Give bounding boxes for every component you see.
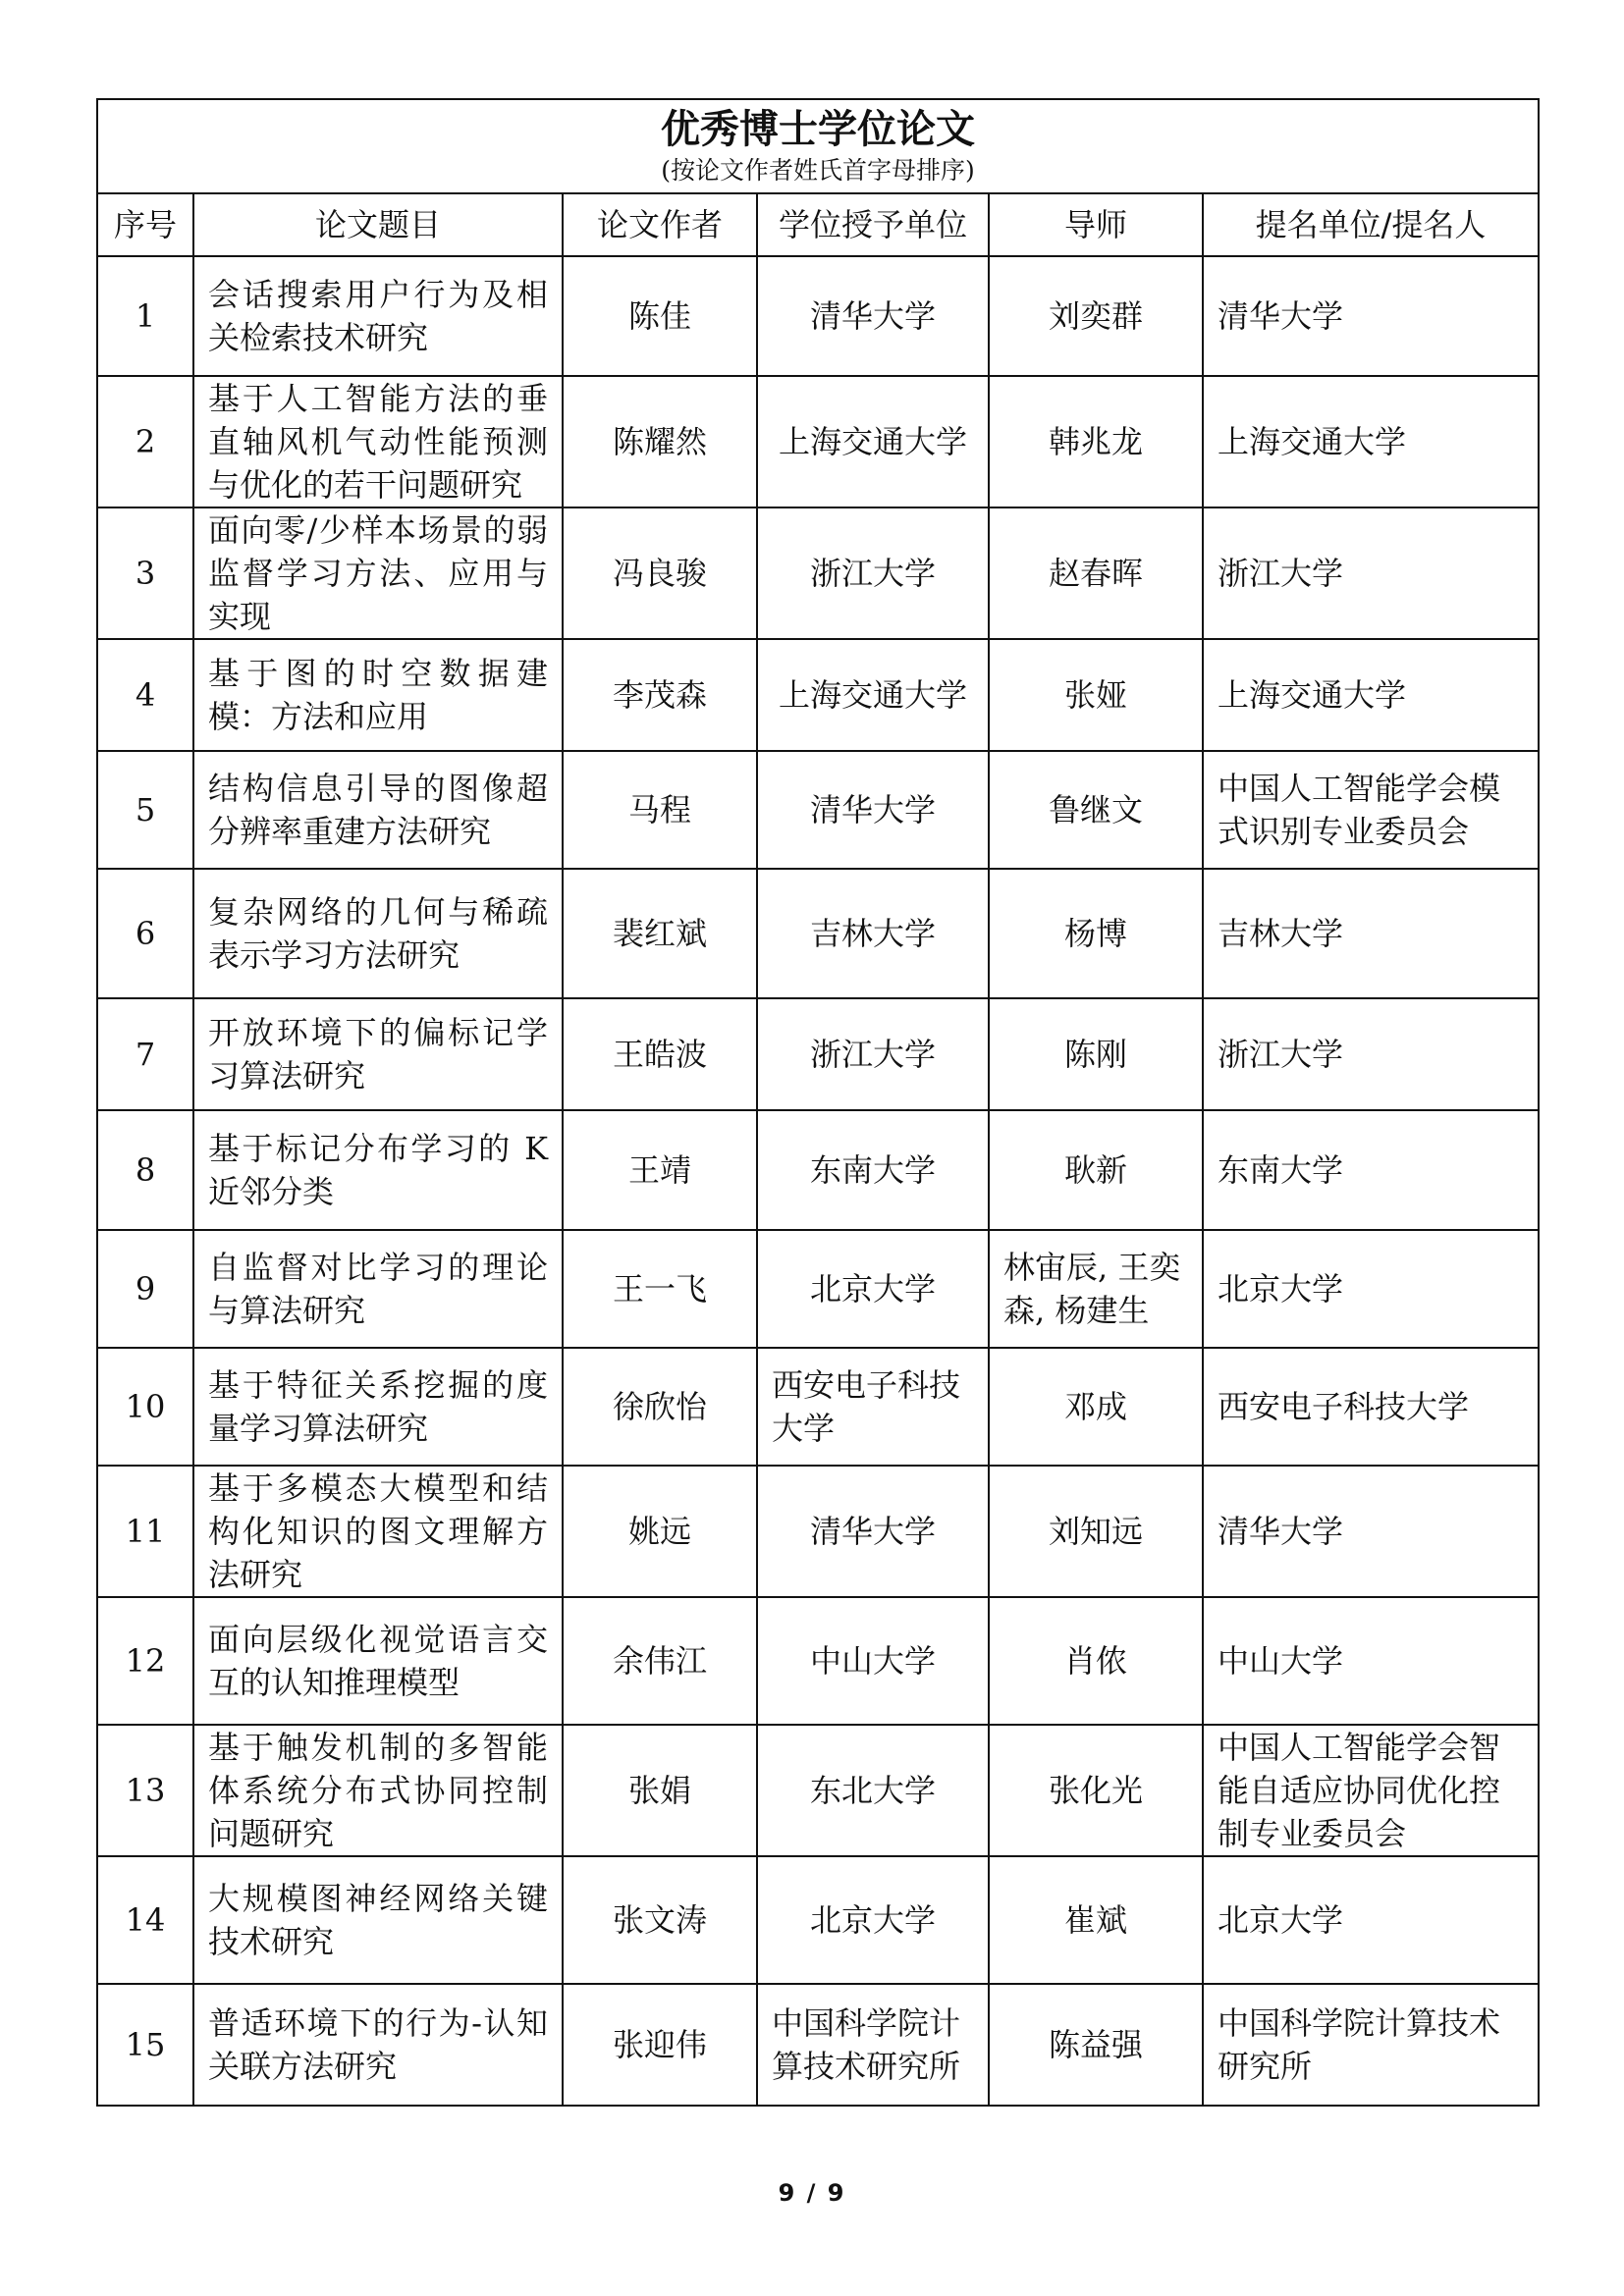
thesis-author: 徐欣怡	[563, 1348, 757, 1466]
supervisor: 韩兆龙	[989, 376, 1203, 507]
supervisor: 刘知远	[989, 1466, 1203, 1597]
table-row	[97, 256, 1539, 376]
thesis-title: 大规模图神经网络关键技术研究	[193, 1856, 563, 1984]
thesis-author: 陈耀然	[563, 376, 757, 507]
supervisor: 邓成	[989, 1348, 1203, 1466]
title-row	[97, 99, 1539, 193]
row-number: 14	[97, 1856, 193, 1984]
thesis-author: 张娟	[563, 1725, 757, 1856]
row-number: 2	[97, 376, 193, 507]
row-number: 6	[97, 869, 193, 998]
degree-unit: 西安电子科技大学	[757, 1348, 989, 1466]
thesis-author: 姚远	[563, 1466, 757, 1597]
table-title: 优秀博士学位论文	[661, 107, 976, 152]
thesis-title: 基于标记分布学习的 K 近邻分类	[193, 1110, 563, 1230]
degree-unit: 清华大学	[757, 1466, 989, 1597]
supervisor: 刘奕群	[989, 256, 1203, 376]
thesis-title: 基于特征关系挖掘的度量学习算法研究	[193, 1348, 563, 1466]
nominator: 上海交通大学	[1203, 639, 1539, 751]
column-header-supervisor: 导师	[989, 193, 1203, 256]
nominator: 吉林大学	[1203, 869, 1539, 998]
thesis-author: 陈佳	[563, 256, 757, 376]
thesis-title: 开放环境下的偏标记学习算法研究	[193, 998, 563, 1110]
supervisor: 耿新	[989, 1110, 1203, 1230]
column-header-unit: 学位授予单位	[757, 193, 989, 256]
nominator: 中国人工智能学会模式识别专业委员会	[1203, 751, 1539, 869]
supervisor: 杨博	[989, 869, 1203, 998]
degree-unit: 中国科学院计算技术研究所	[757, 1984, 989, 2106]
row-number: 13	[97, 1725, 193, 1856]
degree-unit: 北京大学	[757, 1230, 989, 1348]
row-number: 15	[97, 1984, 193, 2106]
supervisor: 鲁继文	[989, 751, 1203, 869]
thesis-author: 王皓波	[563, 998, 757, 1110]
nominator: 浙江大学	[1203, 507, 1539, 639]
degree-unit: 清华大学	[757, 256, 989, 376]
thesis-author: 马程	[563, 751, 757, 869]
row-number: 7	[97, 998, 193, 1110]
degree-unit: 吉林大学	[757, 869, 989, 998]
nominator: 中国人工智能学会智能自适应协同优化控制专业委员会	[1203, 1725, 1539, 1856]
nominator: 上海交通大学	[1203, 376, 1539, 507]
row-number: 11	[97, 1466, 193, 1597]
thesis-author: 张迎伟	[563, 1984, 757, 2106]
row-number: 12	[97, 1597, 193, 1725]
table-row	[97, 1856, 1539, 1984]
thesis-author: 李茂森	[563, 639, 757, 751]
supervisor: 肖侬	[989, 1597, 1203, 1725]
degree-unit: 北京大学	[757, 1856, 989, 1984]
thesis-title: 面向层级化视觉语言交互的认知推理模型	[193, 1597, 563, 1725]
row-number: 4	[97, 639, 193, 751]
nominator: 清华大学	[1203, 1466, 1539, 1597]
nominator: 清华大学	[1203, 256, 1539, 376]
thesis-author: 裴红斌	[563, 869, 757, 998]
table-row	[97, 751, 1539, 869]
thesis-title: 基于图的时空数据建模：方法和应用	[193, 639, 563, 751]
row-number: 8	[97, 1110, 193, 1230]
table-row	[97, 376, 1539, 507]
column-header-author: 论文作者	[563, 193, 757, 256]
thesis-title: 结构信息引导的图像超分辨率重建方法研究	[193, 751, 563, 869]
nominator: 浙江大学	[1203, 998, 1539, 1110]
nominator: 北京大学	[1203, 1856, 1539, 1984]
thesis-author: 王靖	[563, 1110, 757, 1230]
table-title-cell	[97, 99, 1539, 193]
row-number: 3	[97, 507, 193, 639]
degree-unit: 清华大学	[757, 751, 989, 869]
degree-unit: 东南大学	[757, 1110, 989, 1230]
supervisor: 崔斌	[989, 1856, 1203, 1984]
degree-unit: 浙江大学	[757, 998, 989, 1110]
row-number: 1	[97, 256, 193, 376]
thesis-title: 普适环境下的行为-认知关联方法研究	[193, 1984, 563, 2106]
thesis-title: 面向零/少样本场景的弱监督学习方法、应用与实现	[193, 507, 563, 639]
degree-unit: 东北大学	[757, 1725, 989, 1856]
supervisor: 张化光	[989, 1725, 1203, 1856]
table-row	[97, 1230, 1539, 1348]
nominator: 中山大学	[1203, 1597, 1539, 1725]
supervisor: 张娅	[989, 639, 1203, 751]
thesis-title: 基于触发机制的多智能体系统分布式协同控制问题研究	[193, 1725, 563, 1856]
thesis-title: 基于多模态大模型和结构化知识的图文理解方法研究	[193, 1466, 563, 1597]
thesis-title: 基于人工智能方法的垂直轴风机气动性能预测与优化的若干问题研究	[193, 376, 563, 507]
nominator: 中国科学院计算技术研究所	[1203, 1984, 1539, 2106]
page-number: 9 / 9	[778, 2179, 846, 2207]
nominator: 东南大学	[1203, 1110, 1539, 1230]
nominator: 北京大学	[1203, 1230, 1539, 1348]
thesis-title: 会话搜索用户行为及相关检索技术研究	[193, 256, 563, 376]
table-row	[97, 1984, 1539, 2106]
thesis-author: 冯良骏	[563, 507, 757, 639]
column-header-num: 序号	[97, 193, 193, 256]
degree-unit: 上海交通大学	[757, 376, 989, 507]
supervisor: 赵春晖	[989, 507, 1203, 639]
supervisor: 陈刚	[989, 998, 1203, 1110]
supervisor: 陈益强	[989, 1984, 1203, 2106]
table-row	[97, 998, 1539, 1110]
degree-unit: 上海交通大学	[757, 639, 989, 751]
column-header-nominator: 提名单位/提名人	[1203, 193, 1539, 256]
supervisor: 林宙辰, 王奕森, 杨建生	[989, 1230, 1203, 1348]
table-row	[97, 869, 1539, 998]
thesis-author: 余伟江	[563, 1597, 757, 1725]
thesis-author: 王一飞	[563, 1230, 757, 1348]
degree-unit: 中山大学	[757, 1597, 989, 1725]
nominator: 西安电子科技大学	[1203, 1348, 1539, 1466]
table-row	[97, 639, 1539, 751]
table-row	[97, 1725, 1539, 1856]
degree-unit: 浙江大学	[757, 507, 989, 639]
table-row	[97, 507, 1539, 639]
row-number: 10	[97, 1348, 193, 1466]
table-row	[97, 1110, 1539, 1230]
awards-table	[96, 98, 1540, 2107]
thesis-title: 复杂网络的几何与稀疏表示学习方法研究	[193, 869, 563, 998]
column-header-title: 论文题目	[193, 193, 563, 256]
row-number: 9	[97, 1230, 193, 1348]
row-number: 5	[97, 751, 193, 869]
table-subtitle: (按论文作者姓氏首字母排序)	[661, 156, 975, 185]
header-row	[97, 193, 1539, 256]
table-row	[97, 1348, 1539, 1466]
table-row	[97, 1466, 1539, 1597]
thesis-author: 张文涛	[563, 1856, 757, 1984]
table-row	[97, 1597, 1539, 1725]
thesis-title: 自监督对比学习的理论与算法研究	[193, 1230, 563, 1348]
